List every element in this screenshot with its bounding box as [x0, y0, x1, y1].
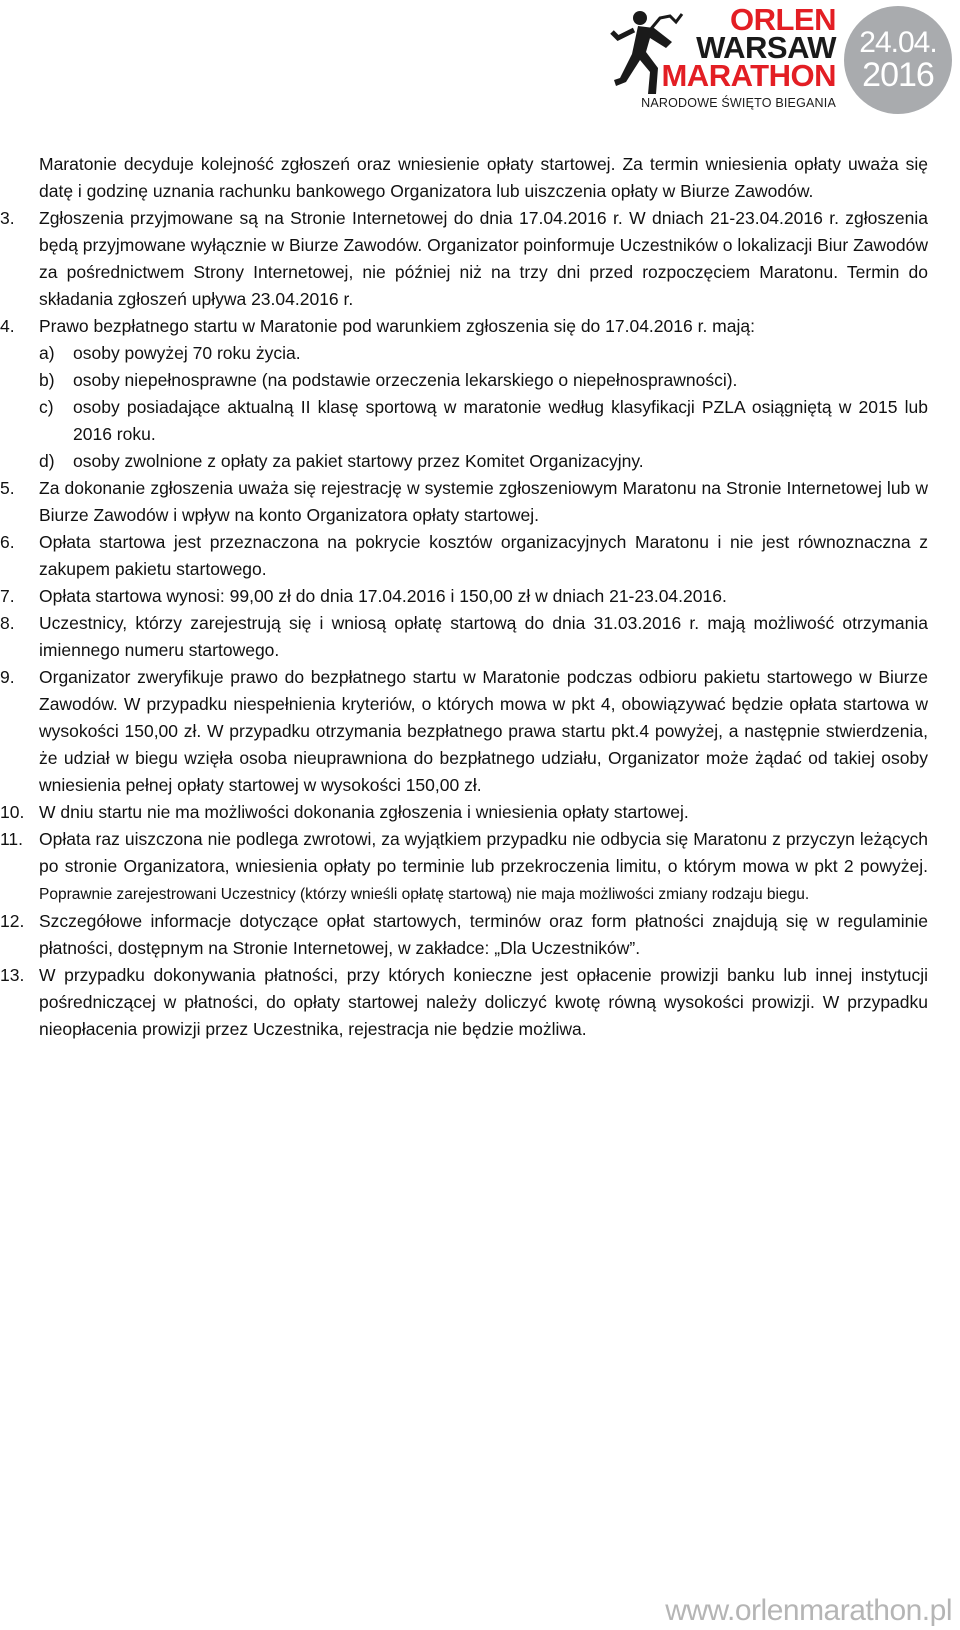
item-number: 6.: [0, 532, 15, 552]
list-item-12: [0, 908, 928, 962]
sub-item-d: [39, 448, 928, 475]
item-text: Uczestnicy, którzy zarejestrują się i wniosą opłatę startową do dnia 31.03.2016 r. mają możliwość otrzymania imiennego numeru startowego.: [39, 613, 928, 660]
item-text: W przypadku dokonywania płatności, przy których konieczne jest opłacenie prowizji banku lub innej instytucji pośredniczącej w płatności, do opłaty startowej należy doliczyć kwotę równą wysokości prowizji. W przypadku nieopłacenia prowizji przez Uczestnika, rejestracja nie będzie możliwa.: [39, 965, 928, 1039]
logo-line-marathon: MARATHON: [661, 58, 836, 93]
sub-item-b: [39, 367, 928, 394]
sub-item-c: [39, 394, 928, 448]
item-text: Organizator zweryfikuje prawo do bezpłatnego startu w Maratonie podczas odbioru pakietu startowego w Biurze Zawodów. W przypadku niespełnienia kryteriów, o których mowa w pkt 4, obowiązywać będzie opłata startowa w wysokości 150,00 zł. W przypadku otrzymania bezpłatnego prawa startu pkt.4 powyżej, a następnie stwierdzenia, że udział w biegu wzięła osoba nieuprawniona do bezpłatnego udziału, Organizator może żądać od takiej osoby wniesienia pełnej opłaty startowej w wysokości 150,00 zł.: [39, 667, 928, 795]
footer-website-url: www.orlenmarathon.pl: [665, 1594, 952, 1627]
item-number: 5.: [0, 478, 15, 498]
item-number: 11.: [0, 829, 24, 849]
event-date-year: 2016: [862, 56, 934, 94]
item-number: 12.: [0, 911, 25, 931]
item-number: 3.: [0, 208, 15, 228]
sub-item-label: c): [39, 397, 54, 417]
list-item-9: [0, 664, 928, 799]
list-item-11: [0, 826, 928, 908]
sub-item-label: d): [39, 451, 55, 471]
item-text: Szczegółowe informacje dotyczące opłat startowych, terminów oraz form płatności znajdują się w regulaminie płatności, dostępnym na Stronie Internetowej, w zakładce: „Dla Uczestników”.: [39, 911, 928, 958]
list-item-3: [0, 205, 928, 313]
sub-item-text: osoby posiadające aktualną II klasę sportową w maratonie według klasyfikacji PZLA osiągniętą w 2015 lub 2016 roku.: [73, 397, 928, 444]
list-item-4: [0, 313, 928, 340]
item-text: Opłata startowa wynosi: 99,00 zł do dnia 17.04.2016 i 150,00 zł w dniach 21-23.04.2016.: [39, 586, 727, 606]
sub-item-text: osoby zwolnione z opłaty za pakiet startowy przez Komitet Organizacyjny.: [73, 451, 644, 471]
list-item-13: [0, 962, 928, 1043]
list-item-6: [0, 529, 928, 583]
sub-item-label: b): [39, 370, 55, 390]
logo-tagline: NARODOWE ŚWIĘTO BIEGANIA: [641, 96, 836, 110]
event-date-day: 24.04.: [859, 26, 937, 59]
item-number: 7.: [0, 586, 15, 606]
item-text: Zgłoszenia przyjmowane są na Stronie Internetowej do dnia 17.04.2016 r. W dniach 21-23.04.2016 r. zgłoszenia będą przyjmowane wyłącznie w Biurze Zawodów. Organizator poinformuje Uczestników o lokalizacji Biur Zawodów za pośrednictwem Strony Internetowej, nie później niż na trzy dni przed rozpoczęciem Maratonu. Termin do składania zgłoszeń upływa 23.04.2016 r.: [39, 208, 928, 309]
item-text: Opłata raz uiszczona nie podlega zwrotowi, za wyjątkiem przypadku nie odbycia się Maratonu z przyczyn leżących po stronie Organizatora, wniesienia opłaty po terminie lub przekroczenia limitu, o którym mowa w pkt 2 powyżej.: [39, 829, 928, 876]
document-body: [0, 151, 928, 1043]
list-item-10: [0, 799, 928, 826]
intro-paragraph: Maratonie decyduje kolejność zgłoszeń oraz wniesienie opłaty startowej. Za termin wniesienia opłaty uważa się datę i godzinę uznania rachunku bankowego Organizatora lub uiszczenia opłaty w Biurze Zawodów.: [39, 154, 928, 201]
event-logo: [616, 2, 952, 116]
list-item-7: [0, 583, 928, 610]
sub-item-text: osoby powyżej 70 roku życia.: [73, 343, 301, 363]
event-date-badge: [844, 6, 952, 114]
item-text: Opłata startowa jest przeznaczona na pokrycie kosztów organizacyjnych Maratonu i nie jest równoznaczna z zakupem pakietu startowego.: [39, 532, 928, 579]
sub-item-label: a): [39, 343, 55, 363]
item-number: 8.: [0, 613, 15, 633]
list-item-8: [0, 610, 928, 664]
logo-line-orlen: ORLEN: [730, 2, 836, 37]
item-number: 13.: [0, 965, 25, 985]
item-text: Prawo bezpłatnego startu w Maratonie pod warunkiem zgłoszenia się do 17.04.2016 r. mają:: [39, 316, 755, 336]
item-number: 10.: [0, 802, 25, 822]
logo-wordmark: [616, 2, 836, 110]
sub-item-a: [39, 340, 928, 367]
list-item-5: [0, 475, 928, 529]
item-text: Za dokonanie zgłoszenia uważa się rejestrację w systemie zgłoszeniowym Maratonu na Stronie Internetowej lub w Biurze Zawodów i wpływ na konto Organizatora opłaty startowej.: [39, 478, 928, 525]
item-text: W dniu startu nie ma możliwości dokonania zgłoszenia i wniesienia opłaty startowej.: [39, 802, 689, 822]
item-number: 4.: [0, 316, 15, 336]
logo-line-warsaw: WARSAW: [696, 30, 836, 65]
item-number: 9.: [0, 667, 15, 687]
item-note: Poprawnie zarejestrowani Uczestnicy (którzy wnieśli opłatę startową) nie maja możliwości zmiany rodzaju biegu.: [39, 886, 810, 903]
sub-item-text: osoby niepełnosprawne (na podstawie orzeczenia lekarskiego o niepełnosprawności).: [73, 370, 738, 390]
